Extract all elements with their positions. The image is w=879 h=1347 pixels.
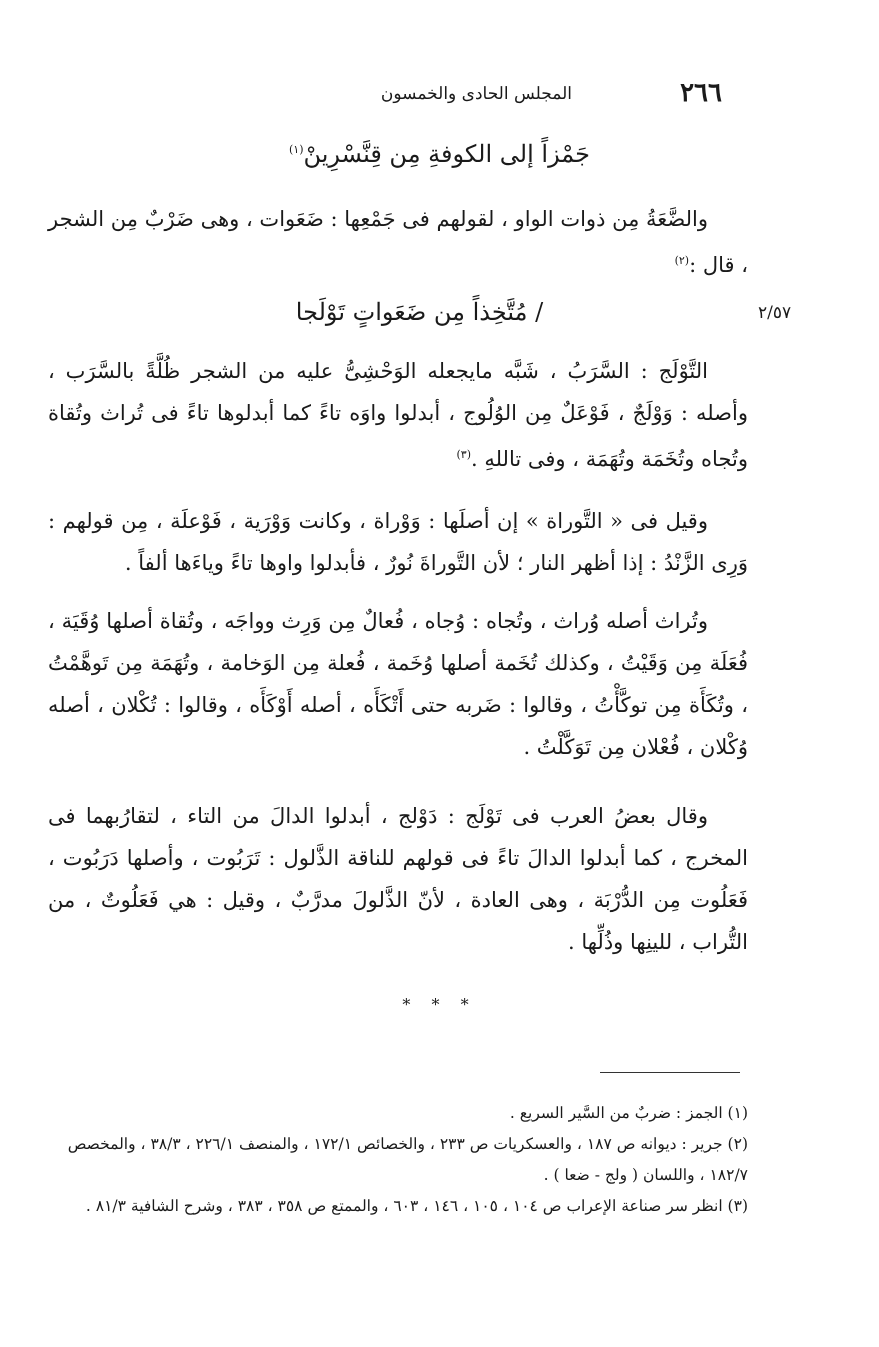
footnote-ref: (١) xyxy=(288,143,304,156)
footnote-1: (١) الجمز : ضربٌ من السَّير السريع . xyxy=(509,1104,748,1122)
footnote-rule xyxy=(600,1072,740,1073)
paragraph-4 xyxy=(48,600,748,768)
paragraph-text: التَّوْلَج : السَّرَبُ ، شَبَّه مايجعله الوَحْشِىُّ عليه من الشجر ظُلَّةً بالسَّرَب ، وأصله : وَوْلَجٌ ، فَوْعَلٌ مِن الوُلُوج ، أبدلوا واوَه تاءً كما أبدلوها تاءً فى تُراث وتُقاة وتُجاه وتُخَمَة وتُهَمَة ، وفى تاللهِ . xyxy=(48,359,748,471)
verse-text: جَمْزاً إلى الكوفةِ مِن قِنَّسْرِينْ xyxy=(303,140,591,168)
paragraph-text: وقال بعضُ العرب فى تَوْلَج : دَوْلج ، أبدلوا الدالَ من التاء ، لتقارُبهما فى المخرج ، كما أبدلوا الدالَ تاءً فى قولهم للناقة الذَّلول : تَرَبُوت ، وأصلها دَرَبُوت ، فَعَلُوت مِن الدُّرْبَة ، وهى العادة ، لأنّ الذَّلولَ مدرَّبٌ ، وقيل : هي فَعَلُوتٌ ، من التُّراب ، للينِها وذُلِّها . xyxy=(48,804,748,954)
paragraph-3 xyxy=(48,500,748,584)
footnotes xyxy=(48,1098,748,1222)
paragraph-text: والضَّعَةُ مِن ذوات الواو ، لقولهم فى جَمْعِها : ضَعَوات ، وهى ضَرْبٌ مِن الشجر ، قال : xyxy=(48,207,748,277)
footnote-ref: (٢) xyxy=(674,254,690,267)
footnote-2: (٢) جرير : ديوانه ص ١٨٧ ، والعسكريات ص ٢٣٣ ، والخصائص ١٧٢/١ ، والمنصف ٢٢٦/١ ، ٣٨/٣ ، والمخصص ١٨٢/٧ ، واللسان ( ولج - ضعا ) . xyxy=(67,1135,748,1184)
footnote-ref: (٣) xyxy=(456,448,471,461)
running-head: المجلس الحادى والخمسون xyxy=(380,84,572,104)
paragraph-text: وقيل فى « التَّوراة » إن أصلَها : وَوْراة ، وكانت وَوْرَية ، فَوْعلَة ، مِن قولهم : وَرِى الزَّنْدُ : إذا أظهر النار ؛ لأن التَّوراةَ نُورٌ ، فأبدلوا واوها تاءً وياءَها ألفاً . xyxy=(48,509,748,575)
paragraph-text: وتُراث أصله وُراث ، وتُجاه : وُجاه ، فُعالٌ مِن وَرِث وواجَه ، وتُقاة أصلها وُقَيَة ، فُعَلَة مِن وَقَيْتُ ، وكذلك تُخَمة أصلها وُخَمة ، فُعلة مِن الوَخامة ، وتُهَمَة مِن تَوهَّمْتُ ، وتُكَأَة مِن توكَّأْتُ ، وقالوا : ضَربه حتى أَتْكَأَه ، أصله أَوْكَأَه ، وقالوا : تُكْلان ، أصله وُكْلان ، فُعْلان مِن تَوَكَّلْتُ . xyxy=(48,609,748,759)
verse-text: / مُتَّخِذاً مِن ضَعَواتٍ تَوْلَجا xyxy=(295,298,544,326)
verse-line-1 xyxy=(0,140,879,168)
paragraph-1 xyxy=(48,198,748,286)
margin-reference: ٢/٥٧ xyxy=(758,303,792,323)
paragraph-5 xyxy=(48,795,748,963)
footnote-3: (٣) انظر سر صناعة الإعراب ص ١٠٤ ، ١٠٥ ، ١٤٦ ، ٦٠٣ ، والممتع ص ٣٥٨ ، ٣٨٣ ، وشرح الشافية ٨١/٣ . xyxy=(85,1197,748,1215)
section-separator: * * * xyxy=(402,995,477,1014)
verse-line-2 xyxy=(0,298,859,326)
page-header xyxy=(240,78,722,114)
page-number: ٢٦٦ xyxy=(680,78,722,108)
paragraph-2 xyxy=(48,350,748,480)
